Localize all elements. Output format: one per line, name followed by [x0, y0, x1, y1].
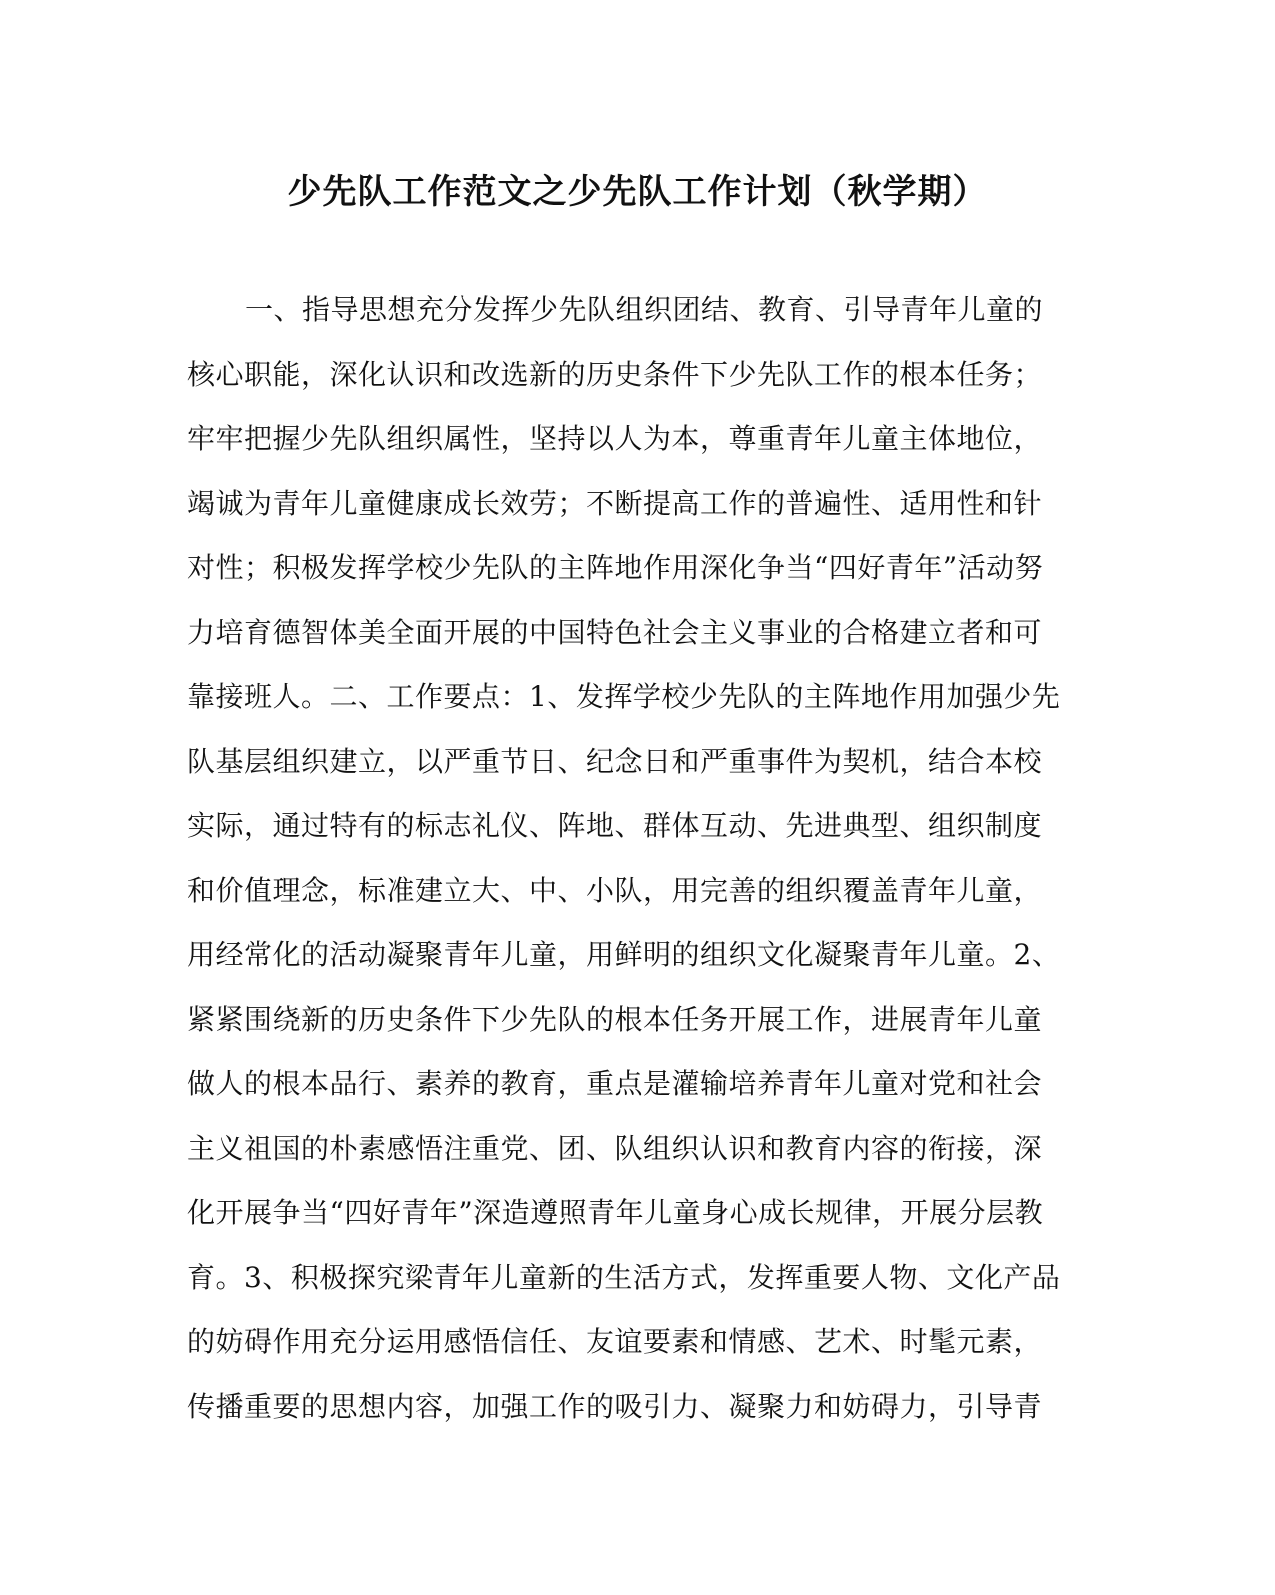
- body-line: 竭诚为青年儿童健康成长效劳；不断提高工作的普遍性、适用性和针: [187, 486, 1043, 520]
- body-line: 育。3、积极探究梁青年儿童新的生活方式，发挥重要人物、文化产品: [187, 1260, 1061, 1294]
- document-body: [187, 278, 1067, 1439]
- body-line: 力培育德智体美全面开展的中国特色社会主义事业的合格建立者和可: [187, 615, 1043, 649]
- body-line: 化开展争当“四好青年”深造遵照青年儿童身心成长规律，开展分层教: [187, 1196, 1044, 1229]
- body-line: 做人的根本品行、素养的教育，重点是灌输培养青年儿童对党和社会: [187, 1067, 1043, 1100]
- body-line: 的妨碍作用充分运用感悟信任、友谊要素和情感、艺术、时髦元素，: [187, 1325, 1043, 1358]
- body-line: 实际，通过特有的标志礼仪、阵地、群体互动、先进典型、组织制度: [187, 809, 1043, 842]
- body-line: 对性；积极发挥学校少先队的主阵地作用深化争当“四好青年”活动努: [187, 551, 1044, 584]
- body-line: 队基层组织建立，以严重节日、纪念日和严重事件为契机，结合本校: [187, 744, 1043, 778]
- body-line: 主义祖国的朴素感悟注重党、团、队组织认识和教育内容的衔接，深: [187, 1131, 1043, 1165]
- document-title: 少先队工作范文之少先队工作计划（秋学期）: [287, 172, 988, 212]
- body-line: 牢牢把握少先队组织属性，坚持以人为本，尊重青年儿童主体地位，: [187, 422, 1043, 455]
- body-line: 一、指导思想充分发挥少先队组织团结、教育、引导青年儿童的: [245, 293, 1044, 326]
- body-line: 紧紧围绕新的历史条件下少先队的根本任务开展工作，进展青年儿童: [187, 1002, 1043, 1036]
- body-line: 用经常化的活动凝聚青年儿童，用鲜明的组织文化凝聚青年儿童。2、: [187, 938, 1061, 971]
- body-line: 靠接班人。二、工作要点：1、发挥学校少先队的主阵地作用加强少先: [187, 680, 1061, 713]
- body-line: 和价值理念，标准建立大、中、小队，用完善的组织覆盖青年儿童，: [187, 873, 1043, 907]
- body-line: 核心职能，深化认识和改选新的历史条件下少先队工作的根本任务；: [187, 357, 1043, 391]
- body-line: 传播重要的思想内容，加强工作的吸引力、凝聚力和妨碍力，引导青: [187, 1389, 1043, 1423]
